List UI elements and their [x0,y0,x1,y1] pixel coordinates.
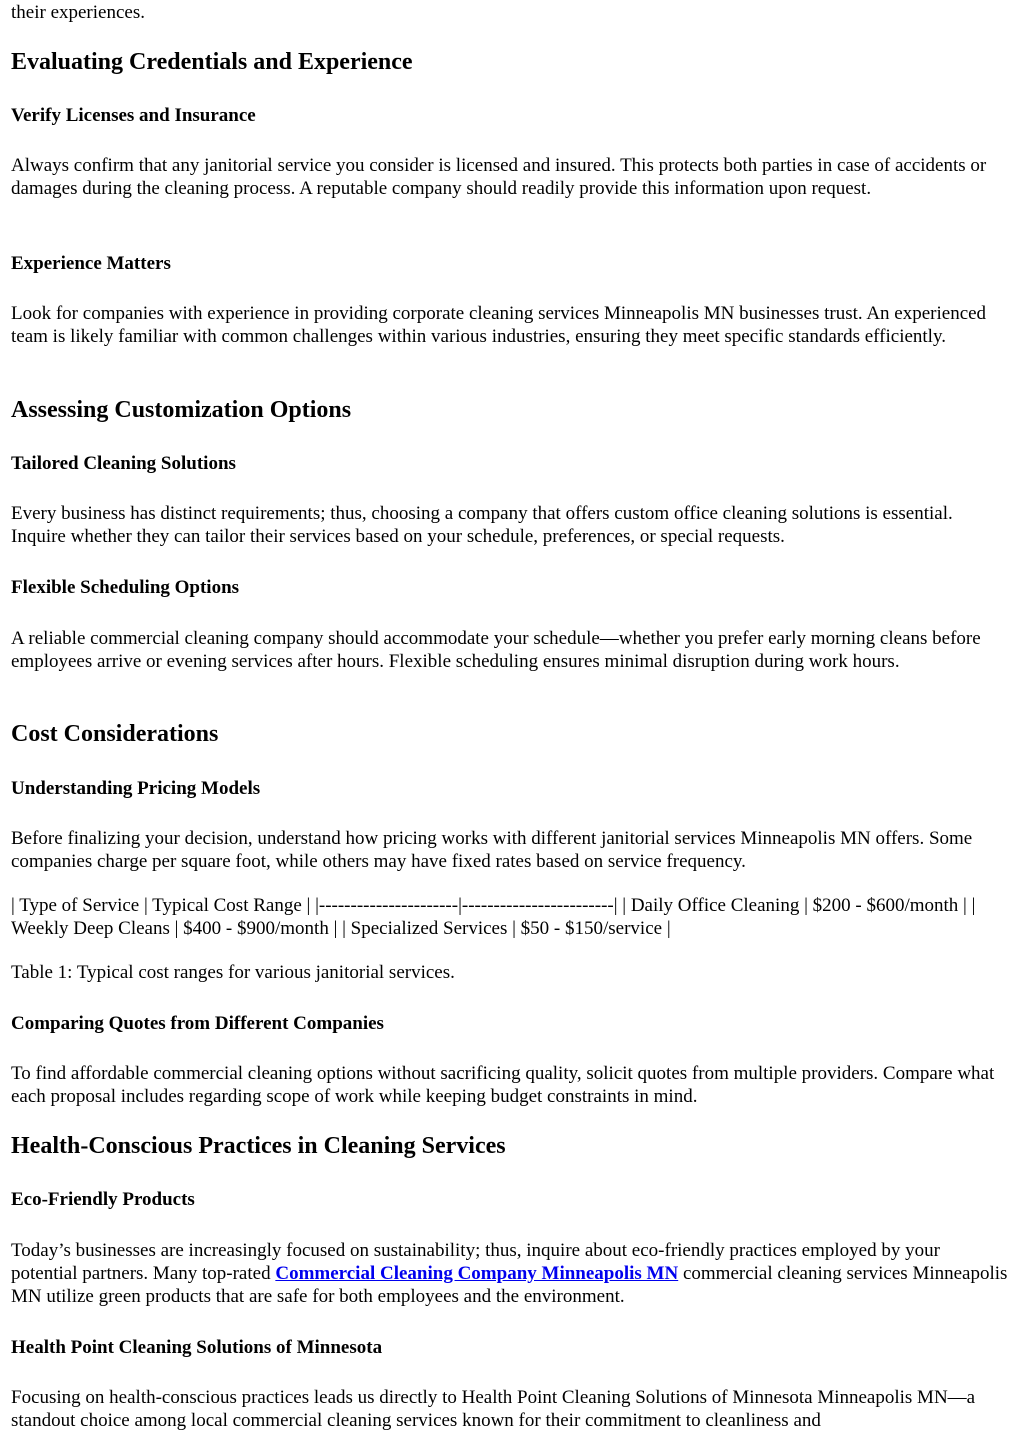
subheading-experience: Experience Matters [11,253,171,274]
section-heading-health: Health-Conscious Practices in Cleaning Services [11,1133,506,1159]
paragraph-tailored: Every business has distinct requirements; thus, choosing a company that offers custom office cleaning solutions is essential. Inquire whether they can tailor their services based on your schedule, preferences, or special requests. [11,503,953,547]
paragraph-quotes: To find affordable commercial cleaning options without sacrificing quality, solicit quotes from multiple providers. Compare what each proposal includes regarding scope of work while keeping budget constraints in mind. [11,1063,995,1107]
paragraph-scheduling: A reliable commercial cleaning company should accommodate your schedule—whether you prefer early morning cleans before employees arrive or evening services after hours. Flexible scheduling ensures minimal disruption during work hours. [11,628,981,672]
subheading-quotes: Comparing Quotes from Different Companies [11,1013,384,1034]
paragraph-experience: Look for companies with experience in providing corporate cleaning services Minneapolis MN businesses trust. An experienced team is likely familiar with common challenges within various industries, ensuring they meet specific standards efficiently. [11,303,987,347]
paragraph-health-point: Focusing on health-conscious practices leads us directly to Health Point Cleaning Solutions of Minnesota Minneapolis MN—a standout choice among local commercial cleaning services known for their commitment to cleanliness and [11,1387,976,1431]
pricing-table-text: | Type of Service | Typical Cost Range | |----------------------|------------------------| | Daily Office Cleaning | $200 - $600/month | | Weekly Deep Cleans | $400 - $900/month | | Specialized Services | $50 - $150/service | [11,895,976,939]
paragraph-eco-before-link: Today’s businesses are increasingly focused on sustainability; thus, inquire about eco-friendly practices employed by your potential partners. Many top-rated [11,1240,940,1284]
subheading-eco: Eco-Friendly Products [11,1189,195,1210]
table-caption: Table 1: Typical cost ranges for various janitorial services. [11,962,455,983]
section-heading-customization: Assessing Customization Options [11,397,352,423]
subheading-pricing: Understanding Pricing Models [11,778,261,799]
subheading-scheduling: Flexible Scheduling Options [11,577,240,598]
paragraph-licenses: Always confirm that any janitorial service you consider is licensed and insured. This protects both parties in case of accidents or damages during the cleaning process. A reputable company should readily provide this information upon request. [11,155,987,199]
subheading-licenses: Verify Licenses and Insurance [11,105,256,126]
subheading-health-point: Health Point Cleaning Solutions of Minnesota [11,1337,383,1358]
paragraph-eco-after-link: commercial cleaning services Minneapolis MN utilize green products that are safe for both employees and the environment. [11,1263,1008,1307]
subheading-tailored: Tailored Cleaning Solutions [11,453,236,474]
section-heading-credentials: Evaluating Credentials and Experience [11,49,413,75]
intro-tail-text: their experiences. [11,2,145,23]
section-heading-cost: Cost Considerations [11,721,219,747]
commercial-cleaning-link[interactable]: Commercial Cleaning Company Minneapolis MN [275,1263,679,1284]
paragraph-pricing: Before finalizing your decision, understand how pricing works with different janitorial services Minneapolis MN offers. Some companies charge per square foot, while others may have fixed rates based on service frequency. [11,828,973,872]
paragraph-eco [11,1239,1011,1308]
